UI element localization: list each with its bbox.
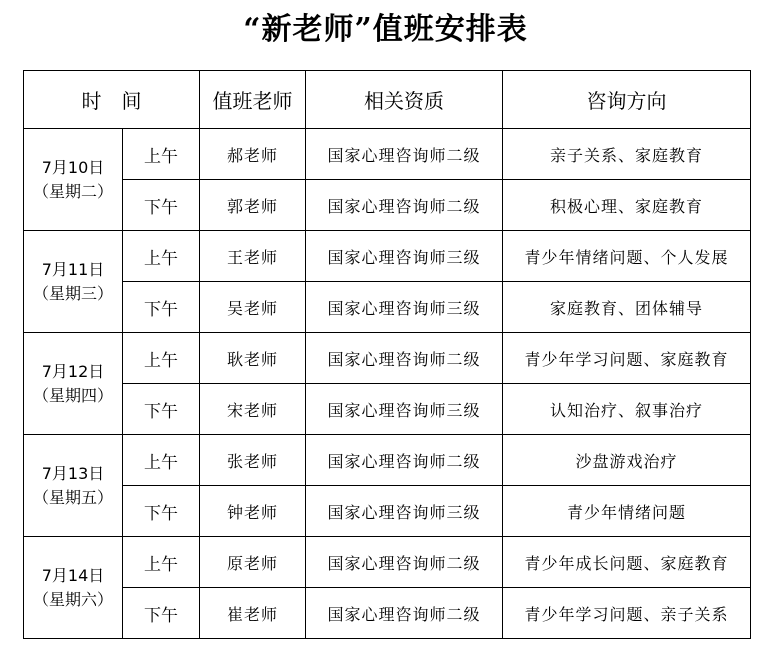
direction-cell: 青少年情绪问题、个人发展 — [503, 231, 751, 282]
qualification-cell: 国家心理咨询师三级 — [306, 231, 503, 282]
weekday-label: （星期五） — [32, 487, 113, 507]
weekday-label: （星期三） — [32, 283, 113, 303]
period-cell: 上午 — [123, 231, 200, 282]
direction-cell: 认知治疗、叙事治疗 — [503, 384, 751, 435]
weekday-label: （星期六） — [32, 589, 113, 609]
direction-cell: 亲子关系、家庭教育 — [503, 129, 751, 180]
date-label: 7月11日 — [41, 259, 105, 279]
period-cell: 下午 — [123, 180, 200, 231]
qualification-cell: 国家心理咨询师二级 — [306, 129, 503, 180]
table-header — [24, 71, 751, 129]
header-time: 时 间 — [24, 71, 200, 129]
qualification-cell: 国家心理咨询师二级 — [306, 333, 503, 384]
table-row — [24, 537, 751, 588]
period-cell: 上午 — [123, 333, 200, 384]
header-teacher: 值班老师 — [200, 71, 306, 129]
table-row — [24, 129, 751, 180]
table-row — [24, 282, 751, 333]
qualification-cell: 国家心理咨询师三级 — [306, 486, 503, 537]
date-label: 7月14日 — [41, 565, 105, 585]
header-qualification: 相关资质 — [306, 71, 503, 129]
qualification-cell: 国家心理咨询师三级 — [306, 384, 503, 435]
date-cell — [24, 129, 123, 231]
teacher-cell: 郭老师 — [200, 180, 306, 231]
date-cell — [24, 231, 123, 333]
direction-cell: 家庭教育、团体辅导 — [503, 282, 751, 333]
table-row — [24, 435, 751, 486]
header-direction: 咨询方向 — [503, 71, 751, 129]
date-label: 7月10日 — [41, 157, 105, 177]
teacher-cell: 王老师 — [200, 231, 306, 282]
duty-schedule-table — [23, 70, 751, 639]
teacher-cell: 钟老师 — [200, 486, 306, 537]
page-title: “新老师”值班安排表 — [243, 12, 528, 47]
table-row — [24, 333, 751, 384]
weekday-label: （星期二） — [32, 181, 113, 201]
teacher-cell: 郝老师 — [200, 129, 306, 180]
teacher-cell: 耿老师 — [200, 333, 306, 384]
direction-cell: 积极心理、家庭教育 — [503, 180, 751, 231]
period-cell: 上午 — [123, 129, 200, 180]
direction-cell: 青少年学习问题、家庭教育 — [503, 333, 751, 384]
teacher-cell: 宋老师 — [200, 384, 306, 435]
teacher-cell: 崔老师 — [200, 588, 306, 639]
qualification-cell: 国家心理咨询师三级 — [306, 282, 503, 333]
qualification-cell: 国家心理咨询师二级 — [306, 588, 503, 639]
weekday-label: （星期四） — [32, 385, 113, 405]
date-cell — [24, 537, 123, 639]
qualification-cell: 国家心理咨询师二级 — [306, 537, 503, 588]
qualification-cell: 国家心理咨询师二级 — [306, 180, 503, 231]
period-cell: 下午 — [123, 486, 200, 537]
direction-cell: 沙盘游戏治疗 — [503, 435, 751, 486]
table-row — [24, 486, 751, 537]
table-row — [24, 180, 751, 231]
direction-cell: 青少年学习问题、亲子关系 — [503, 588, 751, 639]
qualification-cell: 国家心理咨询师二级 — [306, 435, 503, 486]
direction-cell: 青少年成长问题、家庭教育 — [503, 537, 751, 588]
date-label: 7月13日 — [41, 463, 105, 483]
table-row — [24, 231, 751, 282]
date-cell — [24, 435, 123, 537]
table-row — [24, 588, 751, 639]
teacher-cell: 吴老师 — [200, 282, 306, 333]
table-body — [24, 129, 751, 639]
table-row — [24, 384, 751, 435]
date-cell — [24, 333, 123, 435]
period-cell: 上午 — [123, 435, 200, 486]
period-cell: 下午 — [123, 282, 200, 333]
teacher-cell: 张老师 — [200, 435, 306, 486]
date-label: 7月12日 — [41, 361, 105, 381]
teacher-cell: 原老师 — [200, 537, 306, 588]
direction-cell: 青少年情绪问题 — [503, 486, 751, 537]
period-cell: 下午 — [123, 588, 200, 639]
period-cell: 下午 — [123, 384, 200, 435]
period-cell: 上午 — [123, 537, 200, 588]
header-row — [24, 71, 751, 129]
